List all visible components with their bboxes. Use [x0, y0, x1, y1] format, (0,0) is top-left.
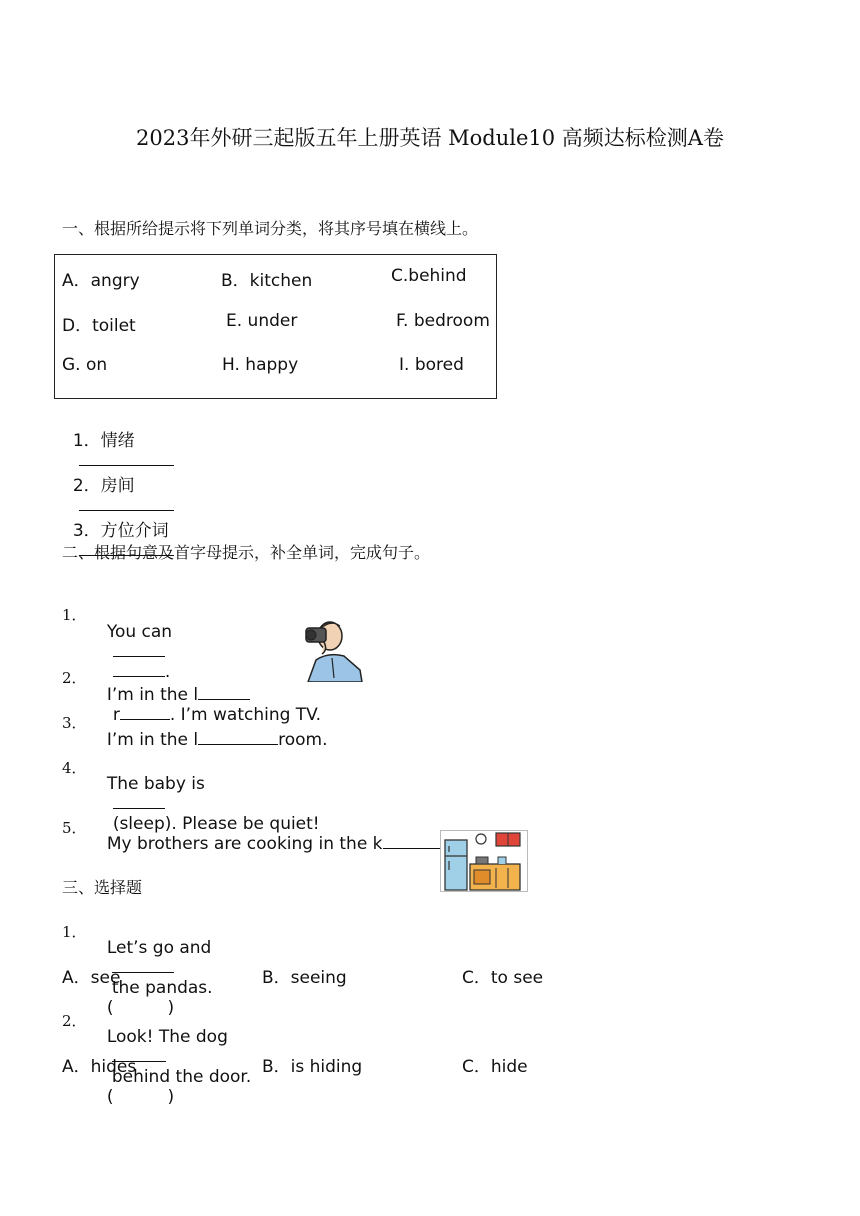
sentence-text: I’m in the l [106, 730, 199, 750]
answer-blank[interactable] [112, 971, 174, 973]
sentence-text: . [164, 662, 171, 682]
choice-option[interactable]: C．hide [462, 1057, 528, 1077]
kitchen-icon [440, 792, 528, 911]
choice-option[interactable]: A．hides [62, 1057, 137, 1077]
word-option: B．kitchen [221, 271, 313, 291]
word-option: E. under [226, 311, 298, 331]
word-option: G. on [62, 355, 108, 375]
word-option: H. happy [222, 355, 299, 375]
sentence-text: You can [106, 622, 173, 642]
question-label: 1．情绪 [72, 431, 135, 451]
answer-blank[interactable] [198, 698, 250, 700]
sentence-text: The baby is [106, 774, 205, 794]
choice-option[interactable]: A．see [62, 968, 121, 988]
word-option: D．toilet [62, 316, 136, 336]
section-1-heading: 一、根据所给提示将下列单词分类，将其序号填在横线上。 [62, 219, 479, 238]
item-number: 4． [62, 759, 87, 777]
fill-sentence [96, 710, 328, 750]
sentence-text: . I’m watching TV. [169, 705, 322, 725]
answer-blank[interactable] [113, 655, 165, 657]
answer-parenthesis[interactable]: ( ) [106, 998, 175, 1018]
word-option: I. bored [399, 355, 464, 375]
item-number: 1． [62, 923, 87, 941]
item-number: 1． [62, 606, 87, 624]
sentence-text: room. [278, 730, 328, 750]
sentence-text: I’m in the l [106, 685, 199, 705]
choice-option[interactable]: C．to see [462, 968, 544, 988]
section-2-heading: 二、根据句意及首字母提示，补全单词，完成句子。 [62, 543, 431, 562]
item-number: 2． [62, 669, 87, 687]
sentence-text: r [112, 705, 120, 725]
word-option: C.behind [391, 266, 467, 286]
word-option: F. bedroom [396, 311, 490, 331]
answer-blank[interactable] [198, 743, 278, 745]
item-number: 5． [62, 819, 87, 837]
section-3-heading: 三、选择题 [62, 878, 143, 897]
answer-parenthesis[interactable]: ( ) [106, 1087, 175, 1107]
answer-blank[interactable] [113, 807, 165, 809]
stem-text: the pandas. [111, 978, 213, 998]
stem-text: Let’s go and [106, 938, 212, 958]
item-number: 3． [62, 714, 87, 732]
word-box [54, 254, 497, 399]
choice-option[interactable]: B．seeing [262, 968, 347, 988]
page-title: 2023年外研三起版五年上册英语 Module10 高频达标检测A卷 [136, 126, 724, 150]
sentence-text: My brothers are cooking in the k [106, 834, 383, 854]
sentence-text: (sleep). Please be quiet! [112, 814, 320, 834]
fill-sentence [96, 814, 448, 854]
choice-option[interactable]: B．is hiding [262, 1057, 363, 1077]
word-option: A．angry [62, 271, 140, 291]
stem-text: Look! The dog [106, 1027, 228, 1047]
stem-text: behind the door. [111, 1067, 252, 1087]
answer-blank[interactable] [383, 847, 443, 849]
question-label: 2．房间 [72, 476, 135, 496]
item-number: 2． [62, 1012, 87, 1030]
question-label: 3．方位介词 [72, 521, 169, 541]
